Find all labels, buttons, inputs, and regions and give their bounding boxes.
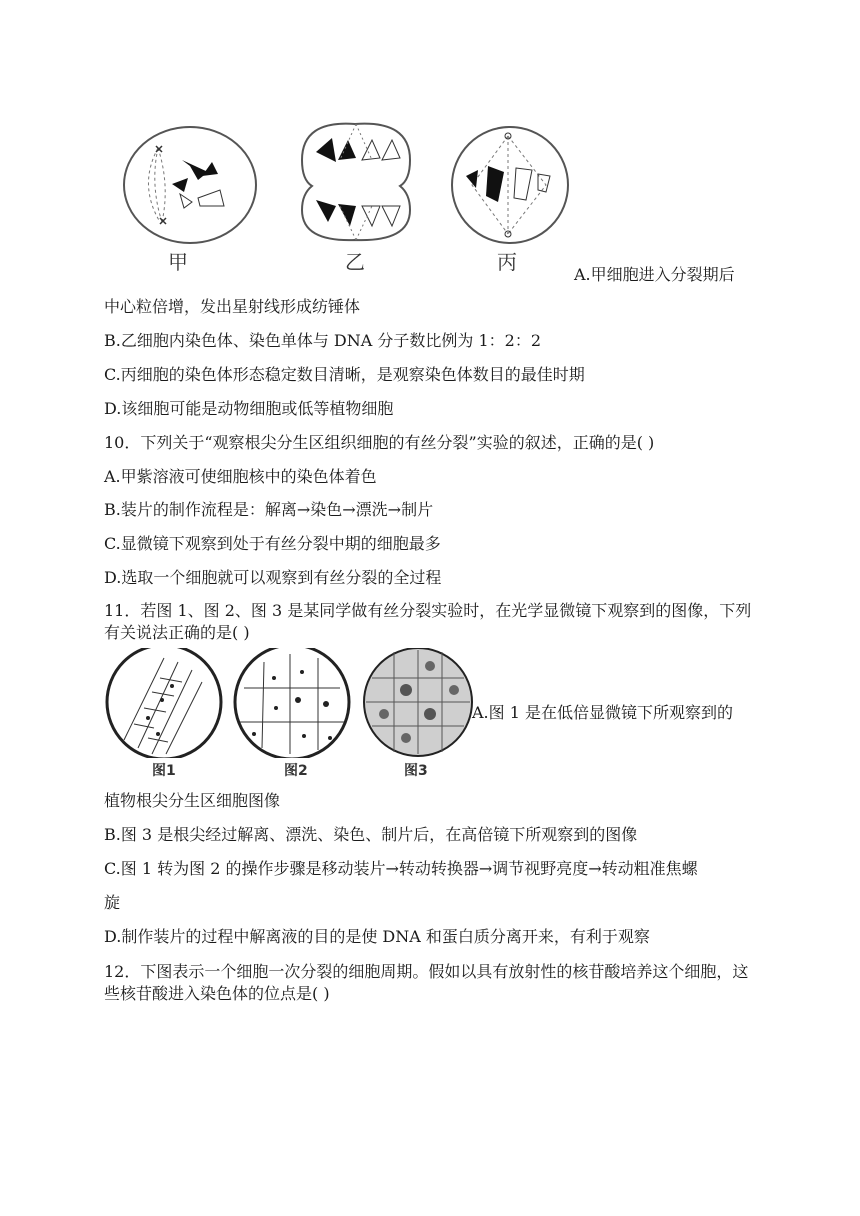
q9-option-a-part2: 中心粒倍增，发出星射线形成纺锤体 [104, 297, 361, 316]
microscope-figure [104, 648, 474, 758]
q10-stem: 10．下列关于“观察根尖分生区组织细胞的有丝分裂”实验的叙述，正确的是( ) [104, 433, 655, 452]
figure-label-bing: 丙 [497, 250, 517, 274]
microscope-fig2 [235, 648, 349, 758]
microscope-label-3: 图3 [404, 763, 428, 779]
q11-option-b: B.图 3 是根尖经过解离、漂洗、染色、制片后，在高倍镜下所观察到的图像 [104, 825, 638, 844]
microscope-fig3 [364, 648, 472, 756]
q11-stem: 11．若图 1、图 2、图 3 是某同学做有丝分裂实验时，在光学显微镜下观察到的图像，下列有关说法正确的是( ) [104, 601, 752, 642]
q11-option-a-part1: A.图 1 是在低倍显微镜下所观察到的 [472, 703, 733, 722]
microscope-label-2: 图2 [284, 763, 308, 779]
microscope-label-1: 图1 [152, 763, 176, 779]
q10-option-a: A.甲紫溶液可使细胞核中的染色体着色 [104, 467, 377, 486]
q11-option-a-part2: 植物根尖分生区细胞图像 [104, 791, 281, 810]
q11-option-d: D.制作装片的过程中解离液的目的是使 DNA 和蛋白质分离开来，有利于观察 [104, 927, 650, 946]
cell-bing-diagram [452, 127, 568, 243]
cell-yi-diagram [302, 124, 410, 240]
q9-option-b: B.乙细胞内染色体、染色单体与 DNA 分子数比例为 1：2：2 [104, 331, 542, 350]
q9-option-c: C.丙细胞的染色体形态稳定数目清晰，是观察染色体数目的最佳时期 [104, 365, 585, 384]
cell-division-figure [110, 110, 580, 250]
figure-label-jia: 甲 [168, 250, 188, 274]
q9-option-a-part1: A.甲细胞进入分裂期后 [574, 265, 735, 284]
q12-stem: 12．下图表示一个细胞一次分裂的细胞周期。假如以具有放射性的核苷酸培养这个细胞，这些核苷酸进入染色体的位点是( ) [104, 962, 749, 1003]
q11-option-c-part2: 旋 [104, 893, 121, 912]
figure-label-yi: 乙 [345, 250, 365, 274]
q10-option-b: B.装片的制作流程是：解离→染色→漂洗→制片 [104, 500, 434, 519]
q10-option-c: C.显微镜下观察到处于有丝分裂中期的细胞最多 [104, 534, 441, 553]
q11-option-c-part1: C.图 1 转为图 2 的操作步骤是移动装片→转动转换器→调节视野亮度→转动粗准焦螺 [104, 859, 698, 878]
q10-option-d: D.选取一个细胞就可以观察到有丝分裂的全过程 [104, 568, 442, 587]
cell-jia-diagram [124, 127, 256, 243]
q9-option-d: D.该细胞可能是动物细胞或低等植物细胞 [104, 399, 394, 418]
microscope-fig1 [107, 648, 221, 758]
